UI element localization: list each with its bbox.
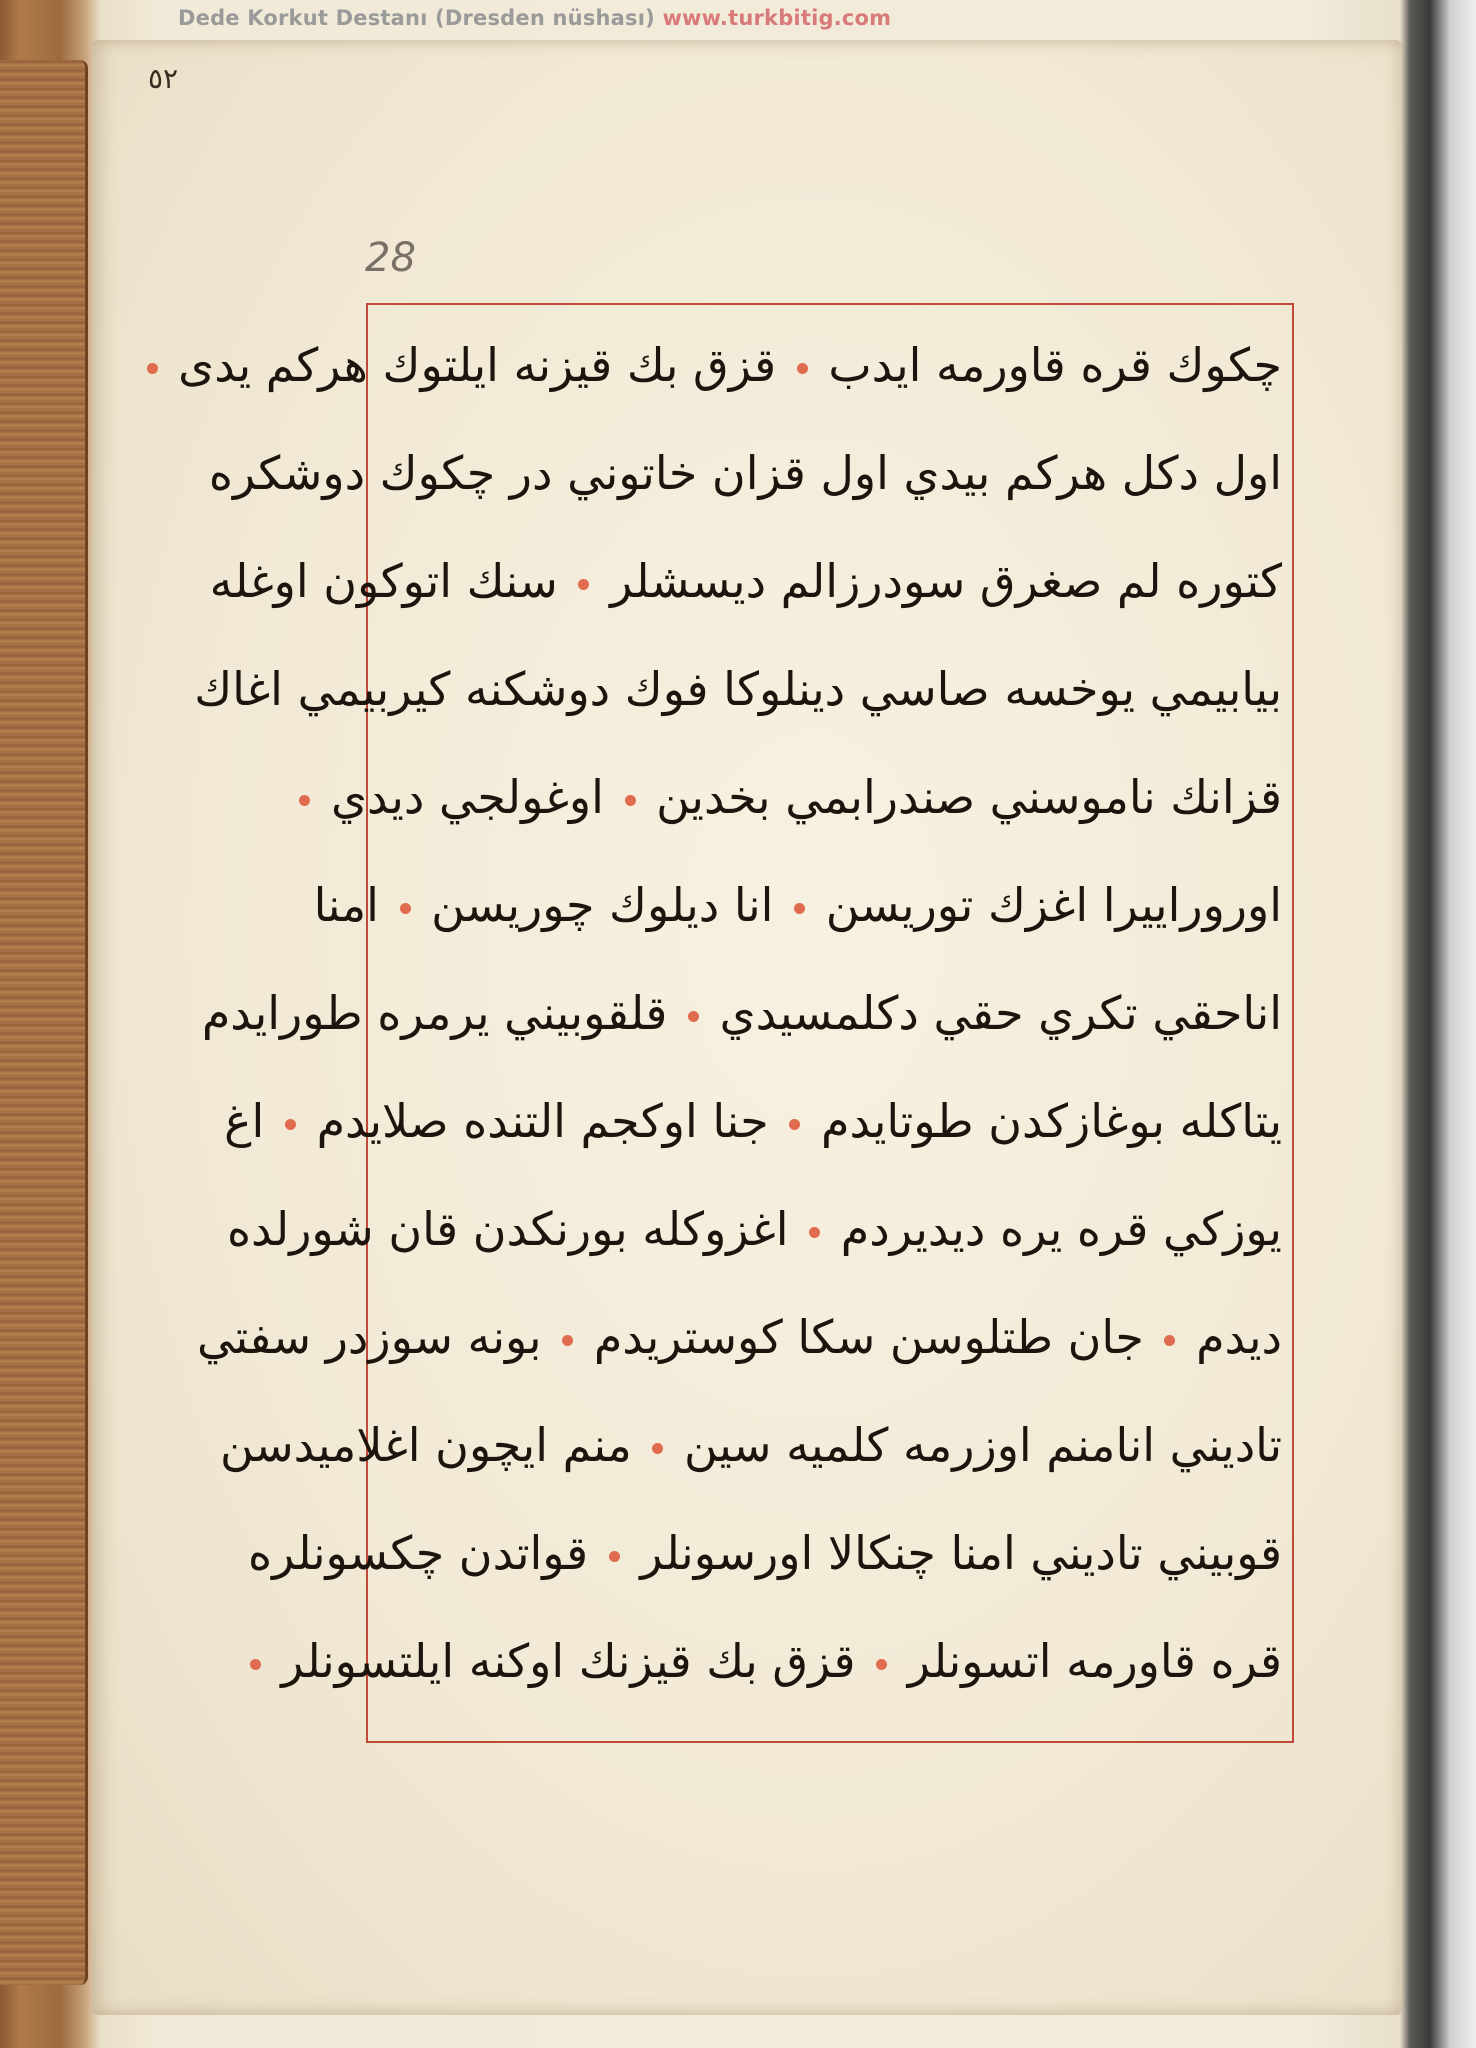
rubric-dot	[794, 903, 805, 914]
rubric-dot	[625, 795, 636, 806]
text-line: ديدم جان طتلوسن سكا كوستريدم بونه سوزدر سفتي	[197, 1310, 1282, 1364]
text-line: اول دكل هركم بيدي اول قزان خاتوني در چكوك دوشكره	[208, 446, 1282, 500]
watermark-title: Dede Korkut Destanı (Dresden nüshası)	[178, 6, 655, 30]
rubric-dot	[609, 1551, 620, 1562]
rubric-dot	[400, 903, 411, 914]
rubric-dot	[876, 1659, 887, 1670]
text-line: قره قاورمه اتسونلر قزق بك قیزنك اوكنه ایلتسونلر	[378, 1611, 1282, 1711]
page-number: ٥٢	[148, 62, 179, 95]
rubric-dot	[578, 579, 589, 590]
text-line: اوروراييرا اغزك توريسن انا ديلوك چوريسن امنا	[313, 878, 1282, 932]
text-line: اناحقي تكري حقي دكلمسيدي قلقوبيني يرمره طورايدم	[201, 986, 1282, 1040]
text-line: قوبيني تاديني امنا چنكالا اورسونلر قواتدن چكسونلره	[248, 1526, 1282, 1580]
text-line: بيابيمي يوخسه صاسي دينلوكا فوك دوشكنه كيربيمي اغاك	[194, 662, 1282, 716]
rubric-dot	[147, 363, 158, 374]
rubric-dot	[299, 795, 310, 806]
rubric-dot	[809, 1227, 820, 1238]
rubric-dot	[1164, 1335, 1175, 1346]
text-line: چكوك قره قاورمه ایدب قزق بك قیزنه ایلتوك هركم يدى	[378, 315, 1282, 415]
text-line: قزانك ناموسني صندرابمي بخدين اوغولجي ديدي	[378, 747, 1282, 847]
rubric-dot	[652, 1443, 663, 1454]
folio-number: 28	[365, 235, 416, 281]
leather-binding	[0, 60, 88, 1985]
text-line: يوزكي قره يره ديديردم اغزوكله بورنكدن قان شورلده	[226, 1202, 1282, 1256]
rubric-dot	[285, 1119, 296, 1130]
watermark	[178, 6, 891, 30]
rubric-dot	[797, 363, 808, 374]
watermark-url: www.turkbitig.com	[662, 6, 892, 30]
text-line: يتاكله بوغازكدن طوتايدم جنا اوكجم التنده صلايدم اغ	[224, 1094, 1282, 1148]
rubric-dot	[562, 1335, 573, 1346]
rubric-dot	[688, 1011, 699, 1022]
rubric-dot	[250, 1659, 261, 1670]
text-frame	[163, 303, 1294, 1743]
text-line: تاديني انامنم اوزرمه كلميه سين منم ايچون اغلاميدسن	[220, 1418, 1282, 1472]
text-line: كتوره لم صغرق سودرزالم ديسشلر سنك اتوكون اوغله	[209, 554, 1282, 608]
rubric-dot	[789, 1119, 800, 1130]
